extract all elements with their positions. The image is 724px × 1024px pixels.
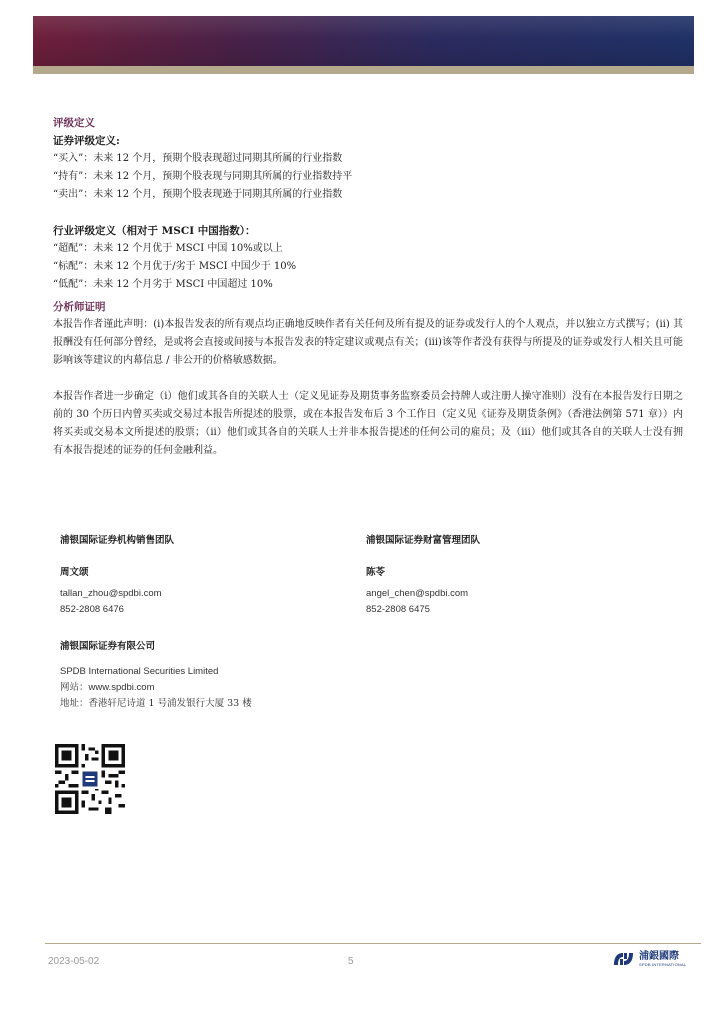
spdbi-logo <box>612 950 686 968</box>
industry-rating-neutral: “标配”：未来 12 个月优于/劣于 MSCI 中国少于 10% <box>53 261 297 272</box>
footer-date: 2023-05-02 <box>48 956 100 967</box>
industry-rating-underweight: “低配”：未来 12 个月劣于 MSCI 中国超过 10% <box>53 279 273 290</box>
institutional-sales-contact <box>60 534 340 618</box>
industry-rating-overweight: “超配”：未来 12 个月优于 MSCI 中国 10%或以上 <box>53 243 283 254</box>
industry-rating-title: 行业评级定义（相对于 MSCI 中国指数）： <box>53 225 256 237</box>
analyst-paragraph-2: 本报告作者进一步确定（i）他们或其各自的关联人士（定义见证券及期货事务监察委员会持牌人或注册人操守准则）没有在本报告发行日期之前的 30 个历日内曾买卖或交易过本报告所提述的股票，或在本报告发布后 3 个工作日（定义见《证券及期货条例》（香港法例第 571 章））内将买卖或交易本文所提述的股票；（ii）他们或其各自的关联人士并非本报告提述的任何公司的雇员；及（iii）他们或其各自的关联人士没有拥有本报告提述的证券的任何金融利益。 <box>53 391 683 456</box>
company-name-cn: 浦银国际证券有限公司 <box>60 641 156 652</box>
stock-rating-title: 证券评级定义: <box>53 135 120 147</box>
contact-phone: 852-2808 6476 <box>60 604 124 615</box>
wealth-management-contact <box>366 534 646 618</box>
company-info <box>60 640 252 712</box>
stock-rating-hold: “持有”：未来 12 个月，预期个股表现与同期其所属的行业指数持平 <box>53 171 353 182</box>
logo-text-cn: 浦銀國際 <box>639 951 679 962</box>
contact-email[interactable]: tallan_zhou@spdbi.com <box>60 588 162 599</box>
logo-text-en: SPDB INTERNATIONAL <box>639 962 687 967</box>
footer-rule <box>45 943 701 944</box>
spdbi-logo-icon <box>612 950 636 968</box>
analyst-paragraph-1: 本报告作者谨此声明：(i)本报告发表的所有观点均正确地反映作者有关任何及所有提及的证券或发行人的个人观点，并以独立方式撰写；(ii) 其报酬没有任何部分曾经，是或将会直接或间接与本报告发表的特定建议或观点有关；(iii)该等作者没有获得与所提及的证券或发行人相关且可能影响该等建议的内幕信息 / 非公开的价格敏感数据。 <box>53 319 683 366</box>
contact-team: 浦银国际证券机构销售团队 <box>60 535 175 546</box>
page-number: 5 <box>348 956 354 967</box>
contact-name: 周文颂 <box>60 567 89 578</box>
rating-heading: 评级定义 <box>53 117 95 129</box>
company-website[interactable]: 网站：www.spdbi.com <box>60 682 155 693</box>
qr-code-icon <box>55 744 125 814</box>
stock-rating-buy: “买入”：未来 12 个月，预期个股表现超过同期其所属的行业指数 <box>53 153 343 164</box>
contact-name: 陈苓 <box>366 567 386 578</box>
company-address: 地址：香港轩尼诗道 1 号浦发银行大厦 33 楼 <box>60 698 252 709</box>
main-content <box>53 114 683 460</box>
contact-phone: 852-2808 6475 <box>366 604 430 615</box>
stock-rating-sell: “卖出”：未来 12 个月，预期个股表现逊于同期其所属的行业指数 <box>53 189 343 200</box>
contact-email[interactable]: angel_chen@spdbi.com <box>366 588 469 599</box>
analyst-heading: 分析师证明 <box>53 301 106 313</box>
header-rule <box>33 66 694 74</box>
contact-team: 浦银国际证券财富管理团队 <box>366 535 481 546</box>
header-banner <box>33 16 694 66</box>
company-name-en: SPDB International Securities Limited <box>60 666 219 677</box>
